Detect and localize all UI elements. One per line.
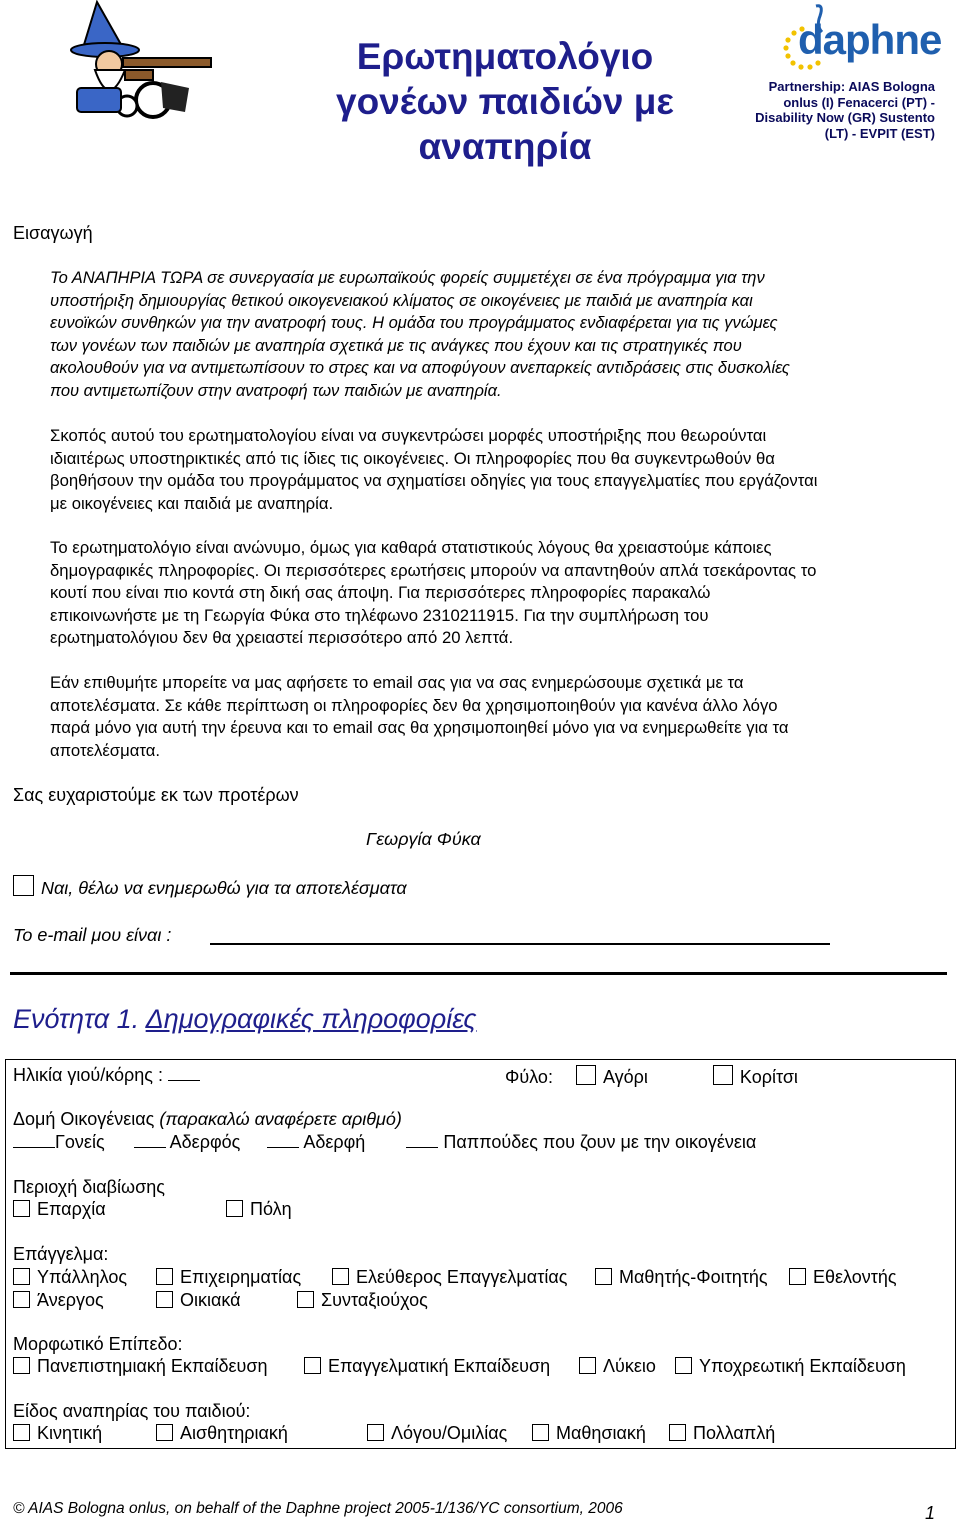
family-heading bbox=[13, 1109, 402, 1130]
wizard-cartoon-image bbox=[65, 0, 215, 120]
section-1-heading bbox=[13, 1004, 477, 1035]
partner-line: Partnership: AIAS Bologna bbox=[768, 79, 935, 94]
dis-learning-checkbox[interactable] bbox=[532, 1424, 549, 1441]
edu-vocational-option[interactable] bbox=[304, 1356, 550, 1377]
family-row bbox=[13, 1132, 756, 1153]
text-line: επικοινωνήστε με τη Γεωργία Φύκα στο τηλέφωνο 2310211915. Για την συμπλήρωση του bbox=[50, 605, 709, 625]
job-retired-label: Συνταξιούχος bbox=[321, 1290, 428, 1310]
intro-paragraph-1 bbox=[50, 267, 930, 402]
job-retired-checkbox[interactable] bbox=[297, 1291, 314, 1308]
gender-row bbox=[505, 1065, 798, 1088]
job-business-label: Επιχειρηματίας bbox=[180, 1267, 302, 1287]
document-title bbox=[300, 34, 710, 169]
text-line: ιδιαιτέρως υποστηρικτικές από τις ίδιες τις οικογένειες. Οι πληροφορίες που θα συγκεντρωθούν θα bbox=[50, 448, 775, 468]
dis-sensory-label: Αισθητηριακή bbox=[180, 1423, 288, 1443]
edu-label: Μορφωτικό Επίπεδο: bbox=[13, 1334, 183, 1354]
email-row bbox=[13, 925, 171, 946]
text-line: των γονέων των παιδιών με αναπηρία σχετικά με τις ανάγκες που έχουν και τις στρατηγικές που bbox=[50, 336, 742, 355]
area-city-checkbox[interactable] bbox=[226, 1200, 243, 1217]
job-student-checkbox[interactable] bbox=[595, 1268, 612, 1285]
logo-text: daphne bbox=[798, 16, 942, 63]
text-line: Το ερωτηματολόγιο είναι ανώνυμο, όμως για καθαρά στατιστικούς λόγους θα χρειαστούμε κάποιες bbox=[50, 538, 772, 557]
dis-motor-option[interactable] bbox=[13, 1423, 102, 1444]
job-business-checkbox[interactable] bbox=[156, 1268, 173, 1285]
notify-label: Ναι, θέλω να ενημερωθώ για τα αποτελέσματα bbox=[41, 878, 407, 898]
job-unemployed-option[interactable] bbox=[13, 1290, 104, 1311]
parents-label: Γονείς bbox=[55, 1132, 105, 1152]
grandparents-count-input[interactable] bbox=[406, 1147, 438, 1148]
gender-girl-checkbox[interactable] bbox=[713, 1065, 733, 1085]
age-row bbox=[13, 1065, 200, 1086]
edu-university-label: Πανεπιστημιακή Εκπαίδευση bbox=[37, 1356, 268, 1376]
grandparents-label: Παππούδες που ζουν με την οικογένεια bbox=[443, 1132, 757, 1152]
job-student-label: Μαθητής-Φοιτητής bbox=[619, 1267, 768, 1287]
email-input-line[interactable] bbox=[210, 943, 830, 945]
disability-label: Είδος αναπηρίας του παιδιού: bbox=[13, 1401, 251, 1421]
job-business-option[interactable] bbox=[156, 1267, 301, 1288]
dis-sensory-option[interactable] bbox=[156, 1423, 288, 1444]
intro-paragraph-4 bbox=[50, 672, 930, 762]
intro-paragraph-2 bbox=[50, 425, 930, 515]
job-employee-checkbox[interactable] bbox=[13, 1268, 30, 1285]
edu-compulsory-option[interactable] bbox=[675, 1356, 906, 1377]
family-hint: (παρακαλώ αναφέρετε αριθμό) bbox=[159, 1109, 402, 1129]
edu-university-option[interactable] bbox=[13, 1356, 267, 1377]
age-input[interactable] bbox=[168, 1080, 200, 1081]
partner-line: onlus (I) Fenacerci (PT) - bbox=[783, 94, 935, 110]
edu-compulsory-label: Υποχρεωτική Εκπαίδευση bbox=[699, 1356, 906, 1376]
job-volunteer-label: Εθελοντής bbox=[813, 1267, 897, 1287]
text-line: υποστήριξη δημιουργίας θετικού οικογενειακού κλίματος σε οικογένειες με παιδιά με αναπηρία και bbox=[50, 291, 753, 310]
dis-multiple-label: Πολλαπλή bbox=[693, 1423, 776, 1443]
dis-speech-checkbox[interactable] bbox=[367, 1424, 384, 1441]
text-line: βοηθήσουν την ομάδα του προγράμματος να σχηματίσει οδηγίες για τους επαγγελματίες που εργάζονται bbox=[50, 471, 818, 490]
text-line: δημογραφικές πληροφορίες. Οι περισσότερες ερωτήσεις μπορούν να απαντηθούν απλά τσεκάροντας το bbox=[50, 560, 817, 580]
job-unemployed-label: Άνεργος bbox=[37, 1290, 104, 1310]
job-freelance-checkbox[interactable] bbox=[332, 1268, 349, 1285]
dis-speech-option[interactable] bbox=[367, 1423, 507, 1444]
edu-highschool-label: Λύκειο bbox=[603, 1356, 656, 1376]
partnership-note bbox=[728, 79, 935, 141]
dis-multiple-checkbox[interactable] bbox=[669, 1424, 686, 1441]
job-household-label: Οικιακά bbox=[180, 1290, 241, 1310]
dis-sensory-checkbox[interactable] bbox=[156, 1424, 173, 1441]
text-line: Εάν επιθυμήτε μπορείτε να μας αφήσετε το email σας για να σας ενημερώσουμε σχετικά με τα bbox=[50, 673, 744, 692]
text-line: με οικογένειες και παιδιά με αναπηρία. bbox=[50, 493, 334, 513]
dis-motor-checkbox[interactable] bbox=[13, 1424, 30, 1441]
age-label: Ηλικία γιού/κόρης : bbox=[13, 1065, 163, 1085]
job-employee-label: Υπάλληλος bbox=[37, 1267, 127, 1287]
job-freelance-option[interactable] bbox=[332, 1267, 567, 1288]
edu-university-checkbox[interactable] bbox=[13, 1357, 30, 1374]
job-volunteer-option[interactable] bbox=[789, 1267, 897, 1288]
daphne-logo bbox=[774, 2, 942, 74]
area-city-label: Πόλη bbox=[250, 1199, 292, 1219]
section-title: Δημογραφικές πληροφορίες bbox=[145, 1004, 477, 1034]
page-number: 1 bbox=[925, 1503, 936, 1523]
job-household-checkbox[interactable] bbox=[156, 1291, 173, 1308]
text-line: αποτελέσματα. Σε κάθε περίπτωση οι πληροφορίες δεν θα χρησιμοποιηθούν για κανένα άλλο λόγο bbox=[50, 695, 778, 715]
edu-vocational-label: Επαγγελματική Εκπαίδευση bbox=[328, 1356, 551, 1376]
brother-label: Αδερφός bbox=[169, 1132, 241, 1152]
family-label: Δομή Οικογένειας bbox=[13, 1109, 155, 1129]
title-line: Ερωτηματολόγιο bbox=[356, 36, 654, 77]
partner-line: Disability Now (GR) Sustento bbox=[755, 110, 935, 125]
intro-paragraph-3 bbox=[50, 537, 930, 650]
job-volunteer-checkbox[interactable] bbox=[789, 1268, 806, 1285]
dis-learning-option[interactable] bbox=[532, 1423, 646, 1444]
job-unemployed-checkbox[interactable] bbox=[13, 1291, 30, 1308]
job-label: Επάγγελμα: bbox=[13, 1244, 109, 1264]
text-line: ερωτηματολόγιου δεν θα χρειαστεί περισσότερο από 20 λεπτά. bbox=[50, 628, 514, 647]
job-student-option[interactable] bbox=[595, 1267, 768, 1288]
brother-count-input[interactable] bbox=[134, 1147, 166, 1148]
edu-highschool-option[interactable] bbox=[579, 1356, 656, 1377]
sister-label: Αδερφή bbox=[303, 1132, 366, 1152]
area-province-checkbox[interactable] bbox=[13, 1200, 30, 1217]
text-line: παρά μόνο για αυτή την έρευνα και το email σας θα χρησιμοποιηθεί μόνο για να ενημερωθείτε για τα bbox=[50, 718, 789, 737]
text-line: αποτελέσματα. bbox=[50, 740, 160, 760]
thanks-text: Σας ευχαριστούμε εκ των προτέρων bbox=[13, 785, 299, 805]
dis-multiple-option[interactable] bbox=[669, 1423, 775, 1444]
dis-speech-label: Λόγου/Ομιλίας bbox=[391, 1423, 508, 1443]
text-line: που αντιμετωπίζουν στην ανατροφή των παιδιών με αναπηρία. bbox=[50, 381, 502, 400]
signature-text: Γεωργία Φύκα bbox=[366, 829, 481, 849]
dis-motor-label: Κινητική bbox=[37, 1423, 103, 1443]
gender-girl-label: Κορίτσι bbox=[739, 1067, 798, 1087]
job-employee-option[interactable] bbox=[13, 1267, 127, 1288]
partner-line: (LT) - EVPIT (EST) bbox=[824, 125, 935, 141]
job-freelance-label: Ελεύθερος Επαγγελματίας bbox=[356, 1267, 568, 1287]
email-label: Το e-mail μου είναι : bbox=[13, 925, 172, 945]
notify-checkbox[interactable] bbox=[13, 875, 34, 896]
gender-label: Φύλο: bbox=[505, 1067, 553, 1087]
job-household-option[interactable] bbox=[156, 1290, 241, 1311]
section-number: Ενότητα 1. bbox=[13, 1004, 146, 1034]
edu-vocational-checkbox[interactable] bbox=[304, 1357, 321, 1374]
edu-highschool-checkbox[interactable] bbox=[579, 1357, 596, 1374]
text-line: Σκοπός αυτού του ερωτηματολογίου είναι να συγκεντρώσει μορφές υποστήριξης που θεωρούνται bbox=[50, 426, 767, 445]
edu-compulsory-checkbox[interactable] bbox=[675, 1357, 692, 1374]
intro-heading: Εισαγωγή bbox=[13, 223, 93, 243]
title-line: γονέων παιδιών με bbox=[336, 81, 674, 122]
sister-count-input[interactable] bbox=[267, 1147, 299, 1148]
area-city-option[interactable] bbox=[226, 1199, 292, 1220]
divider bbox=[10, 972, 947, 975]
parents-count-input[interactable] bbox=[13, 1147, 55, 1148]
text-line: Το ΑΝΑΠΗΡΙΑ ΤΩΡΑ σε συνεργασία με ευρωπαϊκούς φορείς συμμετέχει σε ένα πρόγραμμα για την bbox=[50, 269, 765, 287]
area-province-label: Επαρχία bbox=[37, 1199, 106, 1219]
gender-boy-label: Αγόρι bbox=[602, 1067, 648, 1087]
notify-option[interactable] bbox=[13, 875, 407, 899]
text-line: ακολουθούν για να αντιμετωπίσουν το στρες και να αποφύγουν ανεπαρκείς αντιδράσεις στις δυσκολίες bbox=[50, 359, 790, 377]
gender-boy-checkbox[interactable] bbox=[576, 1065, 596, 1085]
area-province-option[interactable] bbox=[13, 1199, 106, 1220]
title-line: αναπηρία bbox=[418, 126, 592, 167]
area-label: Περιοχή διαβίωσης bbox=[13, 1177, 165, 1197]
text-line: κουτί που είναι πιο κοντά στη δική σας άποψη. Για περισσότερες πληροφορίες παρακαλώ bbox=[50, 583, 711, 602]
job-retired-option[interactable] bbox=[297, 1290, 428, 1311]
dis-learning-label: Μαθησιακή bbox=[556, 1423, 646, 1443]
text-line: ευνοϊκών συνθηκών για την ανατροφή τους. Η ομάδα του προγράμματος ενδιαφέρεται για τις γνώμες bbox=[50, 314, 778, 332]
footer-copyright: © AIAS Bologna onlus, on behalf of the Daphne project 2005-1/136/YC consortium, 2006 bbox=[13, 1500, 623, 1517]
